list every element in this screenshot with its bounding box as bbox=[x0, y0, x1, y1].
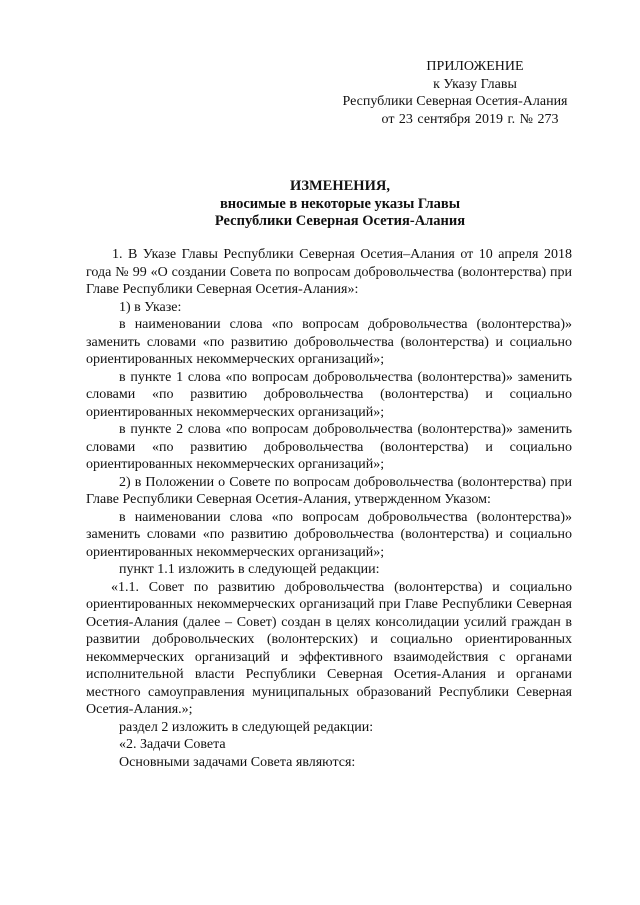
annex-block bbox=[320, 58, 590, 128]
title-line-1: ИЗМЕНЕНИЯ, bbox=[290, 178, 390, 194]
paragraph-name-change-2: в наименовании слова «по вопросам добровольчества (волонтерства)» заменить словами «по развитию добровольчества (волонтерства) и социально ориентированных некоммерческих организаций»; bbox=[86, 509, 572, 560]
paragraph-point-1-1-text: «1.1. Совет по развитию добровольчества (волонтерства) и социально ориентированных некоммерческих организаций при Главе Республики Северная Осетия-Алания (далее – Совет) создан в целях консолидации усилий граждан в развитии добровольческих (волонтерских) и социально ориентированных некоммерческих организаций и эффективного взаимодействия с органами исполнительной власти Республики Северная Осетия-Алания и органами местного самоуправления муниципальных образований Республики Северная Осетия-Алания.»; bbox=[86, 579, 572, 717]
paragraph-tasks-intro: Основными задачами Совета являются: bbox=[119, 754, 356, 770]
paragraph-item-2: 2) в Положении о Совете по вопросам добровольчества (волонтерства) при Главе Республики Северная Осетия-Алания, утвержденном Указом: bbox=[86, 474, 572, 507]
document-body bbox=[86, 246, 572, 771]
paragraph-point-1: в пункте 1 слова «по вопросам добровольчества (волонтерства)» заменить словами «по развитию добровольчества (волонтерства) и социально ориентированных некоммерческих организаций»; bbox=[86, 369, 572, 420]
title-line-3: Республики Северная Осетия-Алания bbox=[214, 213, 466, 229]
annex-title: ПРИЛОЖЕНИЕ bbox=[426, 59, 524, 74]
title-line-2: вносимые в некоторые указы Главы bbox=[219, 195, 461, 212]
document-title bbox=[80, 178, 600, 231]
paragraph-decree-1: 1. В Указе Главы Республики Северная Осетия–Алания от 10 апреля 2018 года № 99 «О создании Совета по вопросам добровольчества (волонтерства) при Главе Республики Северная Осетия-Алания»: bbox=[86, 247, 572, 297]
paragraph-point-2: в пункте 2 слова «по вопросам добровольчества (волонтерства)» заменить словами «по развитию добровольчества (волонтерства) и социально ориентированных некоммерческих организаций»; bbox=[86, 422, 572, 472]
annex-line-decree: к Указу Главы bbox=[433, 76, 517, 92]
paragraph-point-1-1-intro: пункт 1.1 изложить в следующей редакции: bbox=[119, 562, 380, 577]
paragraph-section-2-intro: раздел 2 изложить в следующей редакции: bbox=[119, 719, 374, 735]
paragraph-item-1: 1) в Указе: bbox=[119, 299, 182, 315]
annex-line-date: от 23 сентября 2019 г. № 273 bbox=[381, 111, 559, 127]
paragraph-section-2-title: «2. Задачи Совета bbox=[119, 737, 226, 752]
annex-line-republic: Республики Северная Осетия-Алания bbox=[342, 94, 568, 109]
paragraph-name-change: в наименовании слова «по вопросам добровольчества (волонтерства)» заменить словами «по развитию добровольчества (волонтерства) и социально ориентированных некоммерческих организаций»; bbox=[86, 317, 572, 367]
